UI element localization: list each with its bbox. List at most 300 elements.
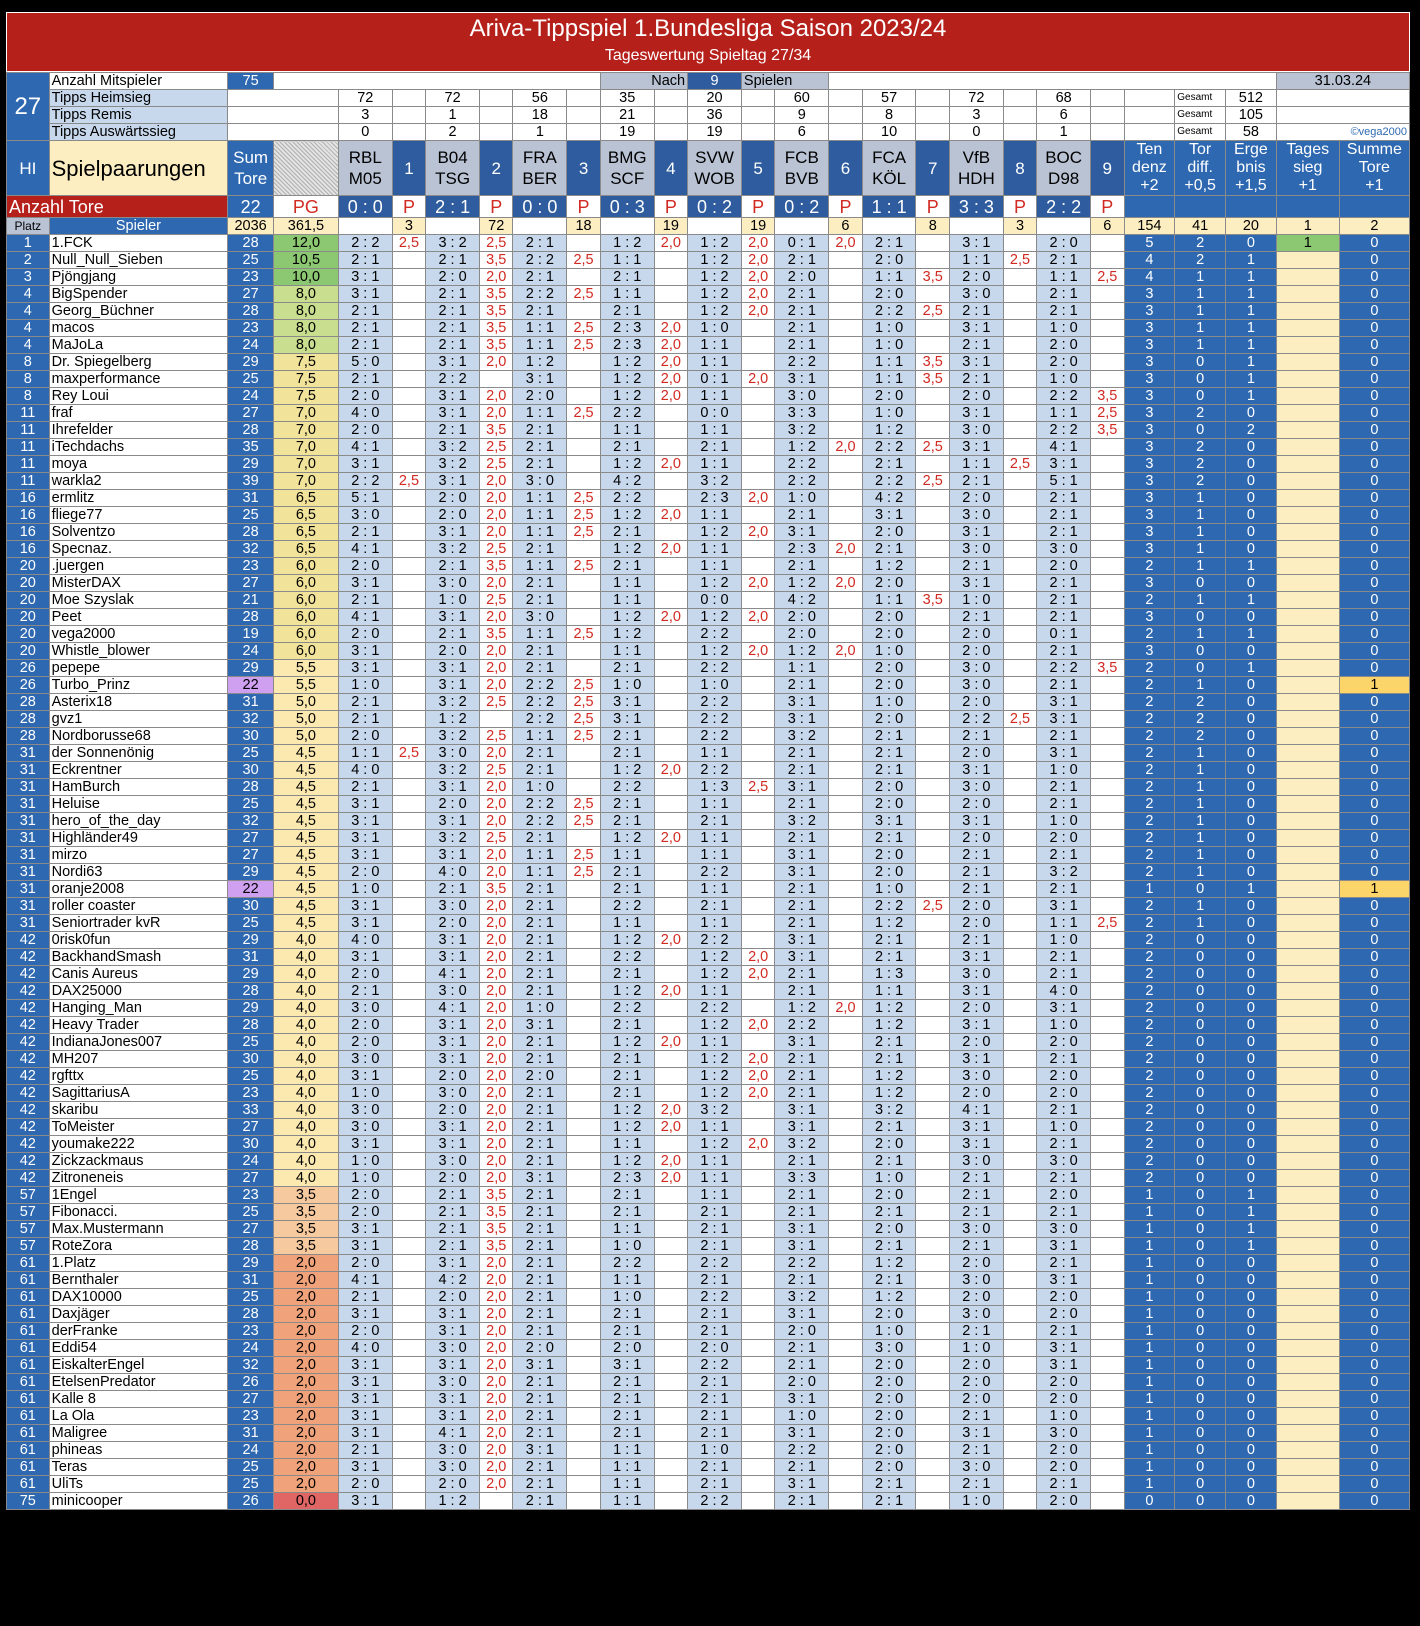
tip-score: 2 : 0 [862,796,916,813]
bonus-value: 2 [1124,898,1175,915]
tip-points [392,677,425,694]
bonus-value: 0 [1339,422,1409,439]
tip-score: 1 : 0 [688,677,742,694]
spacer [567,124,601,141]
spacer [567,90,601,107]
tip-score: 1 : 1 [688,337,742,354]
spacer [916,90,949,107]
tip-score: 3 : 2 [426,541,480,558]
tip-score: 3 : 1 [775,864,829,881]
tip-points [567,1238,601,1255]
tip-score: 2 : 0 [338,558,392,575]
player-name: skaribu [49,1102,228,1119]
spacer [1276,90,1409,107]
tip-score: 1 : 2 [688,1136,742,1153]
tip-points [1003,1187,1036,1204]
bonus-value: 0 [1339,575,1409,592]
table-row [7,1289,1410,1306]
tip-score: 2 : 1 [338,303,392,320]
tip-score: 2 : 1 [600,269,654,286]
tip-points [916,1408,949,1425]
tip-points: 2,0 [479,1476,512,1493]
tip-score: 3 : 1 [338,1306,392,1323]
player-name: Nordborusse68 [49,728,228,745]
player-goals: 35 [228,439,274,456]
tip-score: 2 : 1 [949,1323,1003,1340]
player-name: Fibonacci. [49,1204,228,1221]
bonus-value: 2 [1124,711,1175,728]
tip-points [916,524,949,541]
tip-points [1003,524,1036,541]
tip-score: 2 : 1 [513,983,567,1000]
bonus-value: 0 [1175,1034,1226,1051]
tip-score: 2 : 0 [1037,830,1091,847]
tip-points [916,932,949,949]
player-goals: 24 [228,1153,274,1170]
tip-points [829,354,862,371]
bonus-value: 1 [1339,881,1409,898]
tip-score: 2 : 1 [688,1221,742,1238]
bonus-value: 0 [1339,1255,1409,1272]
tip-score: 1 : 1 [862,269,916,286]
tip-points [829,1408,862,1425]
match-points: 19 [741,218,774,235]
tip-points [392,609,425,626]
home-team: FCA [872,148,907,167]
player-name: 1Engel [49,1187,228,1204]
player-place: 57 [7,1204,50,1221]
tip-score: 1 : 2 [688,269,742,286]
player-place: 31 [7,915,50,932]
bonus-value [1276,915,1339,932]
player-goals: 25 [228,1068,274,1085]
tip-score: 1 : 2 [600,609,654,626]
table-row [7,745,1410,762]
tip-points: 2,0 [479,932,512,949]
tip-points: 2,0 [654,1170,688,1187]
tip-points [829,1153,862,1170]
player-name: Zitroneneis [49,1170,228,1187]
tip-score: 2 : 1 [600,1068,654,1085]
tip-points: 3,5 [916,269,949,286]
bonus-value: 0 [1175,388,1226,405]
tip-points [654,1204,688,1221]
tip-points [916,728,949,745]
tip-points: 2,5 [567,864,601,881]
tip-score: 2 : 0 [862,677,916,694]
tip-points [1091,541,1124,558]
tip-score: 1 : 1 [513,405,567,422]
tip-points [392,490,425,507]
bonus-header [1175,141,1226,196]
bonus-value: 0 [1226,473,1277,490]
sheet-title: Ariva-Tippspiel 1.Bundesliga Saison 2023/24 [469,15,947,42]
bonus-value: 4 [1124,269,1175,286]
bonus-line: denz [1132,159,1167,176]
tip-score: 2 : 1 [513,1085,567,1102]
bonus-value [1276,949,1339,966]
tip-points [1003,269,1036,286]
tip-score: 2 : 0 [862,1306,916,1323]
player-name: EtelsenPredator [49,1374,228,1391]
bonus-line: Tore [1358,159,1390,176]
match-header [688,141,742,196]
player-goals: 25 [228,1476,274,1493]
table-row [7,1374,1410,1391]
tip-score: 1 : 1 [513,337,567,354]
tip-points [654,286,688,303]
tip-points [392,881,425,898]
tip-points [829,626,862,643]
player-pg: 8,0 [273,320,338,337]
bonus-value: 1 [1175,541,1226,558]
home-team: RBL [348,148,382,167]
bonus-value [1276,1442,1339,1459]
tip-score: 2 : 1 [949,1476,1003,1493]
away-team: D98 [1048,169,1080,188]
bonus-value: 2 [1124,745,1175,762]
tip-score: 3 : 1 [775,1034,829,1051]
tip-points [392,1000,425,1017]
copyright: ©vega2000 [1276,124,1409,141]
tip-score: 1 : 0 [1037,762,1091,779]
tip-points: 2,5 [1003,711,1036,728]
tip-points [916,1442,949,1459]
player-pg: 5,5 [273,660,338,677]
player-name: Nordi63 [49,864,228,881]
tip-score: 2 : 0 [862,388,916,405]
bonus-line: Ten [1136,141,1163,158]
tip-points [654,796,688,813]
player-pg: 5,0 [273,694,338,711]
tip-score: 3 : 1 [513,1442,567,1459]
tip-score: 2 : 0 [949,830,1003,847]
bonus-value: 2 [1124,558,1175,575]
player-goals: 24 [228,388,274,405]
player-name: Solventzo [49,524,228,541]
table-row [7,898,1410,915]
tip-points [567,1476,601,1493]
bonus-value: 0 [1339,1357,1409,1374]
player-goals: 27 [228,1391,274,1408]
tip-score: 3 : 1 [338,575,392,592]
tip-points [654,473,688,490]
tip-points [741,439,774,456]
table-row [7,1051,1410,1068]
tip-score: 2 : 0 [949,1289,1003,1306]
tip-score: 2 : 1 [600,745,654,762]
tip-points [567,1255,601,1272]
tip-points [567,1340,601,1357]
match-result: 0 : 0 [338,196,392,218]
tip-score: 2 : 1 [600,1306,654,1323]
bonus-value [1276,1340,1339,1357]
p-label: P [1091,196,1124,218]
tip-score: 2 : 1 [775,1085,829,1102]
player-place: 57 [7,1187,50,1204]
player-goals: 30 [228,1051,274,1068]
player-name: phineas [49,1442,228,1459]
tip-score: 1 : 2 [600,983,654,1000]
tip-points: 3,5 [479,252,512,269]
tip-points [916,745,949,762]
tip-score: 1 : 2 [688,1068,742,1085]
tip-score: 3 : 1 [426,354,480,371]
tip-score: 2 : 1 [338,320,392,337]
player-pg: 4,0 [273,1051,338,1068]
tip-points [654,1323,688,1340]
tip-score: 3 : 1 [338,1408,392,1425]
tip-points [1091,1289,1124,1306]
tip-score: 2 : 1 [600,1323,654,1340]
bonus-value: 2 [1124,813,1175,830]
table-row [7,830,1410,847]
tip-points [916,405,949,422]
bonus-value: 1 [1226,354,1277,371]
player-name: Teras [49,1459,228,1476]
table-row [7,235,1410,252]
player-name: MaJoLa [49,337,228,354]
bonus-value: 0 [1226,1476,1277,1493]
tip-score: 2 : 0 [1037,1034,1091,1051]
tip-score: 2 : 1 [426,626,480,643]
tip-points [1091,507,1124,524]
tip-points [741,813,774,830]
player-place: 4 [7,320,50,337]
player-pg: 6,5 [273,507,338,524]
player-pg: 6,5 [273,490,338,507]
player-name: Rey Loui [49,388,228,405]
tip-points [392,1017,425,1034]
tip-points [916,1085,949,1102]
player-place: 61 [7,1357,50,1374]
tip-score: 1 : 0 [338,1170,392,1187]
player-pg: 10,5 [273,252,338,269]
tip-points [392,711,425,728]
bonus-value: 1 [1124,1323,1175,1340]
tip-points [1003,728,1036,745]
bonus-value [1276,1068,1339,1085]
tip-score: 1 : 1 [688,847,742,864]
tip-points [1091,881,1124,898]
tip-score: 3 : 1 [600,1357,654,1374]
tip-score: 1 : 3 [862,966,916,983]
tip-points [741,881,774,898]
tip-score: 2 : 1 [513,422,567,439]
tip-score: 2 : 1 [513,1476,567,1493]
tip-score: 1 : 1 [688,1119,742,1136]
player-pg: 7,0 [273,456,338,473]
spacer [829,107,862,124]
tip-points [829,473,862,490]
tip-score: 1 : 1 [600,252,654,269]
tip-score: 3 : 1 [426,473,480,490]
tip-points [567,1000,601,1017]
tip-points [741,473,774,490]
tip-score: 1 : 1 [949,456,1003,473]
bonus-value: 3 [1124,575,1175,592]
tip-points [1091,677,1124,694]
bonus-value: 0 [1339,286,1409,303]
tip-score: 2 : 1 [949,881,1003,898]
tip-score: 1 : 1 [600,1442,654,1459]
player-place: 61 [7,1306,50,1323]
tip-points: 2,5 [479,762,512,779]
tip-points [1003,1119,1036,1136]
bonus-value: 0 [1124,1493,1175,1510]
tip-score: 1 : 2 [600,1119,654,1136]
tip-score: 2 : 1 [600,728,654,745]
tip-score: 1 : 2 [775,575,829,592]
tip-score: 2 : 2 [600,1255,654,1272]
tip-score: 3 : 0 [426,1459,480,1476]
player-name: Turbo_Prinz [49,677,228,694]
tip-score: 2 : 1 [775,1272,829,1289]
tip-points [392,1323,425,1340]
bonus-value: 1 [1226,320,1277,337]
tip-points [741,1459,774,1476]
player-name: Daxjäger [49,1306,228,1323]
tip-score: 3 : 1 [426,1306,480,1323]
tip-score: 1 : 2 [426,711,480,728]
tip-score: 3 : 1 [949,1136,1003,1153]
bonus-value [1276,966,1339,983]
tip-points: 2,0 [479,1357,512,1374]
tip-points [741,932,774,949]
tip-points [1003,422,1036,439]
tip-score: 2 : 0 [949,1391,1003,1408]
tips-count: 19 [688,124,742,141]
tip-points [829,949,862,966]
tip-score: 1 : 1 [688,422,742,439]
sum-tore-header [228,141,274,196]
tip-points [829,1187,862,1204]
tip-score: 3 : 1 [426,1357,480,1374]
player-pg: 4,0 [273,1136,338,1153]
bonus-value: 0 [1339,1493,1409,1510]
tip-points [1003,1153,1036,1170]
bonus-header [1124,141,1175,196]
bonus-value: 3 [1124,371,1175,388]
bonus-value [1276,1051,1339,1068]
tip-score: 2 : 1 [688,1408,742,1425]
tip-points [1003,1306,1036,1323]
tip-score: 2 : 0 [1037,354,1091,371]
tip-score: 2 : 0 [338,1187,392,1204]
player-place: 16 [7,490,50,507]
tip-points [567,456,601,473]
tip-points [829,1136,862,1153]
tip-points [829,1017,862,1034]
player-place: 61 [7,1459,50,1476]
bonus-value: 0 [1226,762,1277,779]
tip-points [741,1170,774,1187]
player-goals: 22 [228,881,274,898]
bonus-value: 0 [1175,1408,1226,1425]
spacer [654,107,688,124]
tip-points [654,1493,688,1510]
bonus-value [1276,473,1339,490]
player-place: 57 [7,1238,50,1255]
tip-points [654,728,688,745]
tip-score: 2 : 1 [1037,677,1091,694]
table-row [7,1017,1410,1034]
player-name: Canis Aureus [49,966,228,983]
tip-points [1091,1391,1124,1408]
bonus-value: 0 [1226,898,1277,915]
tip-score: 2 : 1 [775,898,829,915]
spacer [479,124,512,141]
bonus-value: 3 [1124,337,1175,354]
tip-score: 3 : 1 [600,711,654,728]
tip-score: 3 : 1 [338,660,392,677]
player-place: 42 [7,1051,50,1068]
tip-score: 2 : 1 [600,813,654,830]
tip-score: 1 : 2 [688,1085,742,1102]
bonus-value: 0 [1175,1442,1226,1459]
tip-score: 2 : 1 [949,558,1003,575]
tip-score: 1 : 1 [688,1187,742,1204]
tip-score: 3 : 0 [426,1374,480,1391]
tip-score: 3 : 1 [775,1476,829,1493]
tip-score: 2 : 0 [949,1374,1003,1391]
tip-score: 1 : 2 [600,507,654,524]
table-row [7,73,1410,90]
bonus-value: 0 [1175,1323,1226,1340]
tip-score: 3 : 1 [338,1374,392,1391]
tip-score: 1 : 0 [862,643,916,660]
tip-points [829,1170,862,1187]
tip-points [829,966,862,983]
games-played: 9 [688,73,742,90]
bonus-value: 1 [1175,915,1226,932]
player-goals: 31 [228,1425,274,1442]
tip-score: 2 : 1 [775,286,829,303]
tip-points [829,847,862,864]
tip-points [1091,1340,1124,1357]
bonus-value: 0 [1339,490,1409,507]
player-pg: 6,0 [273,643,338,660]
tip-score: 2 : 1 [338,524,392,541]
tip-score: 3 : 1 [775,779,829,796]
player-place: 42 [7,1153,50,1170]
bonus-value [1276,456,1339,473]
tip-points: 2,0 [654,456,688,473]
bonus-value: 1 [1175,337,1226,354]
tip-score: 1 : 0 [1037,1408,1091,1425]
tip-points [829,252,862,269]
bonus-value [1276,864,1339,881]
tip-points [916,1051,949,1068]
tip-points [1003,796,1036,813]
tip-score: 3 : 3 [775,405,829,422]
tip-score: 2 : 1 [600,1408,654,1425]
bonus-total: 41 [1175,218,1226,235]
bonus-value: 1 [1226,269,1277,286]
bonus-value [1276,1153,1339,1170]
player-goals: 23 [228,1187,274,1204]
tip-points [741,915,774,932]
player-pg: 6,5 [273,541,338,558]
tip-score: 4 : 1 [426,1425,480,1442]
table-row [7,405,1410,422]
tip-points [741,864,774,881]
tip-score: 3 : 2 [426,694,480,711]
player-goals: 32 [228,541,274,558]
player-goals: 25 [228,252,274,269]
tip-points: 2,5 [392,473,425,490]
tip-points [916,864,949,881]
